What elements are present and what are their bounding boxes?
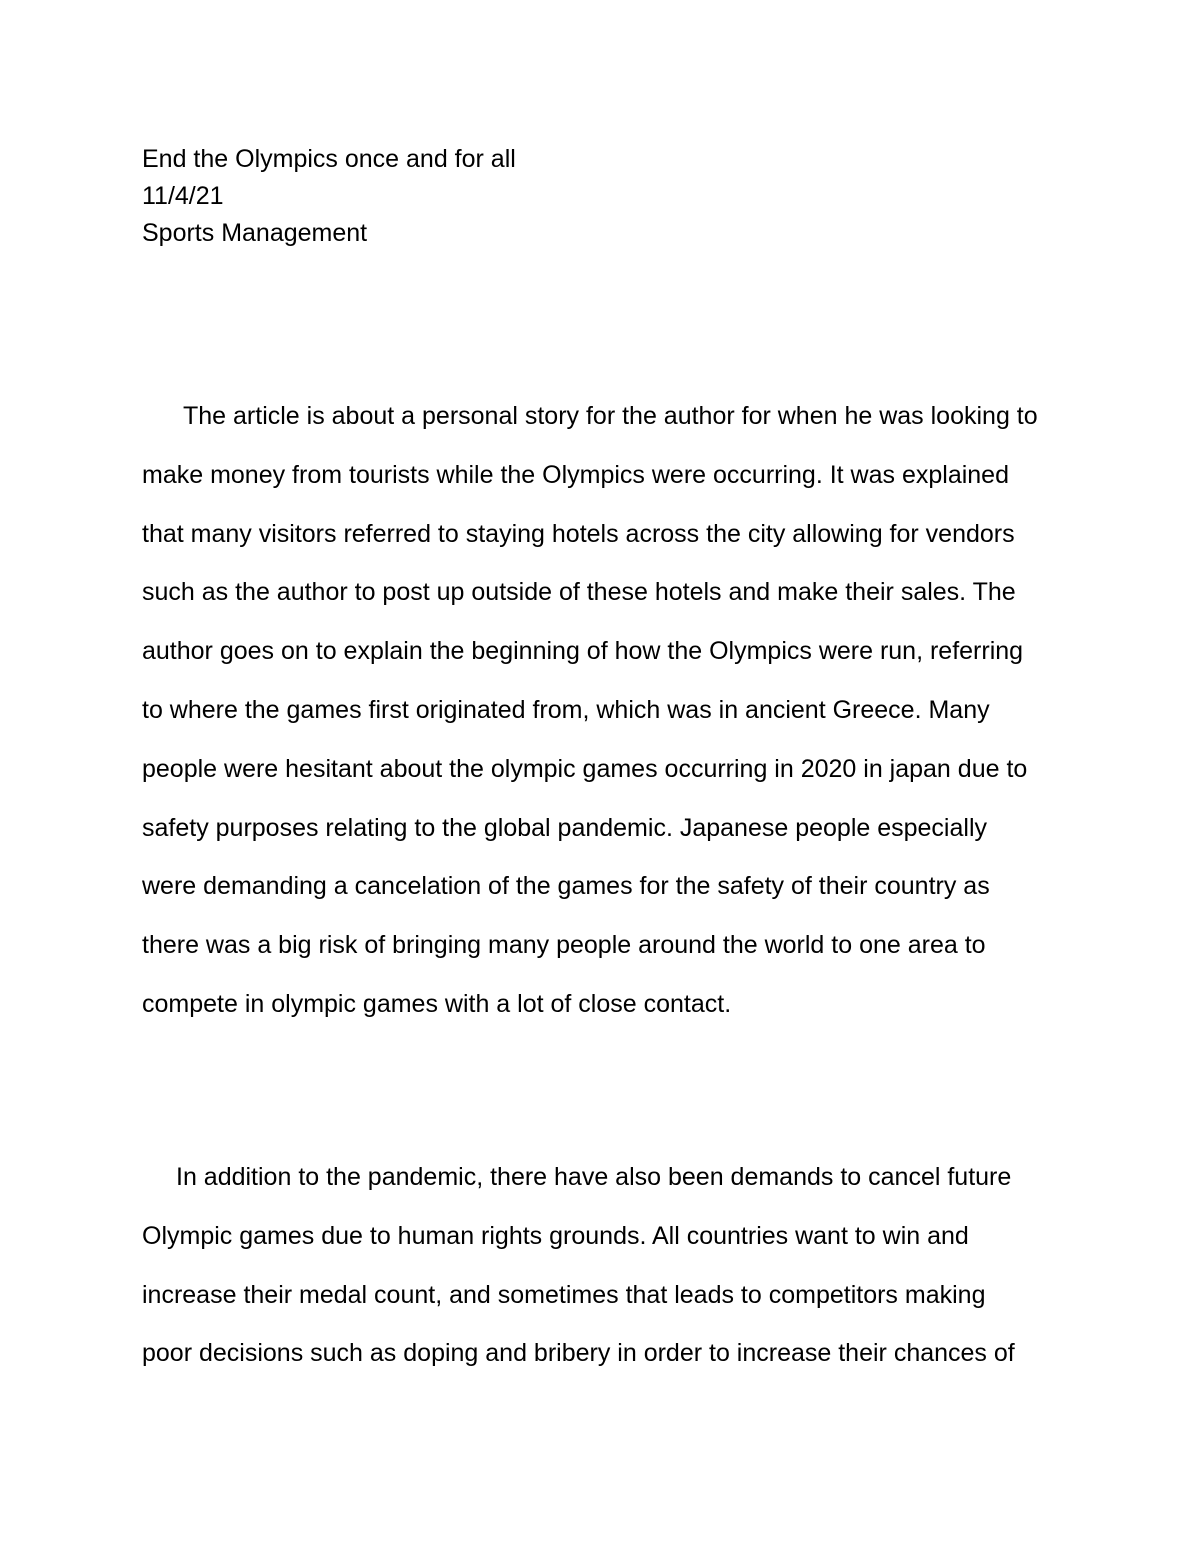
paragraph-line: that many visitors referred to staying hotels across the city allowing for vendors — [142, 519, 1015, 548]
paragraph-line: author goes on to explain the beginning of how the Olympics were run, referring — [142, 637, 1024, 666]
paragraph-line: make money from tourists while the Olympics were occurring. It was explained — [142, 460, 1009, 489]
document-header — [142, 141, 1042, 252]
paragraph-line: people were hesitant about the olympic games occurring in 2020 in japan due to — [142, 754, 1028, 783]
paragraph-line: compete in olympic games with a lot of close contact. — [142, 989, 732, 1018]
document-title: End the Olympics once and for all — [142, 145, 516, 173]
paragraph-line: Olympic games due to human rights grounds. All countries want to win and — [142, 1221, 969, 1250]
paragraph-2 — [142, 1148, 1060, 1383]
document-course: Sports Management — [142, 219, 368, 247]
paragraph-line: increase their medal count, and sometimes that leads to competitors making — [142, 1280, 986, 1309]
paragraph-1 — [142, 387, 1060, 1034]
paragraph-line: In addition to the pandemic, there have also been demands to cancel future — [176, 1163, 1012, 1191]
document-date: 11/4/21 — [142, 182, 224, 210]
paragraph-line: there was a big risk of bringing many people around the world to one area to — [142, 931, 986, 960]
paragraph-line: safety purposes relating to the global pandemic. Japanese people especially — [142, 813, 987, 842]
paragraph-line: poor decisions such as doping and bribery in order to increase their chances of — [142, 1339, 1015, 1368]
paragraph-line: were demanding a cancelation of the games for the safety of their country as — [142, 872, 990, 901]
paragraph-line: to where the games first originated from, which was in ancient Greece. Many — [142, 695, 990, 724]
paragraph-line: such as the author to post up outside of these hotels and make their sales. The — [142, 578, 1016, 607]
paragraph-line: The article is about a personal story for the author for when he was looking to — [183, 402, 1038, 430]
